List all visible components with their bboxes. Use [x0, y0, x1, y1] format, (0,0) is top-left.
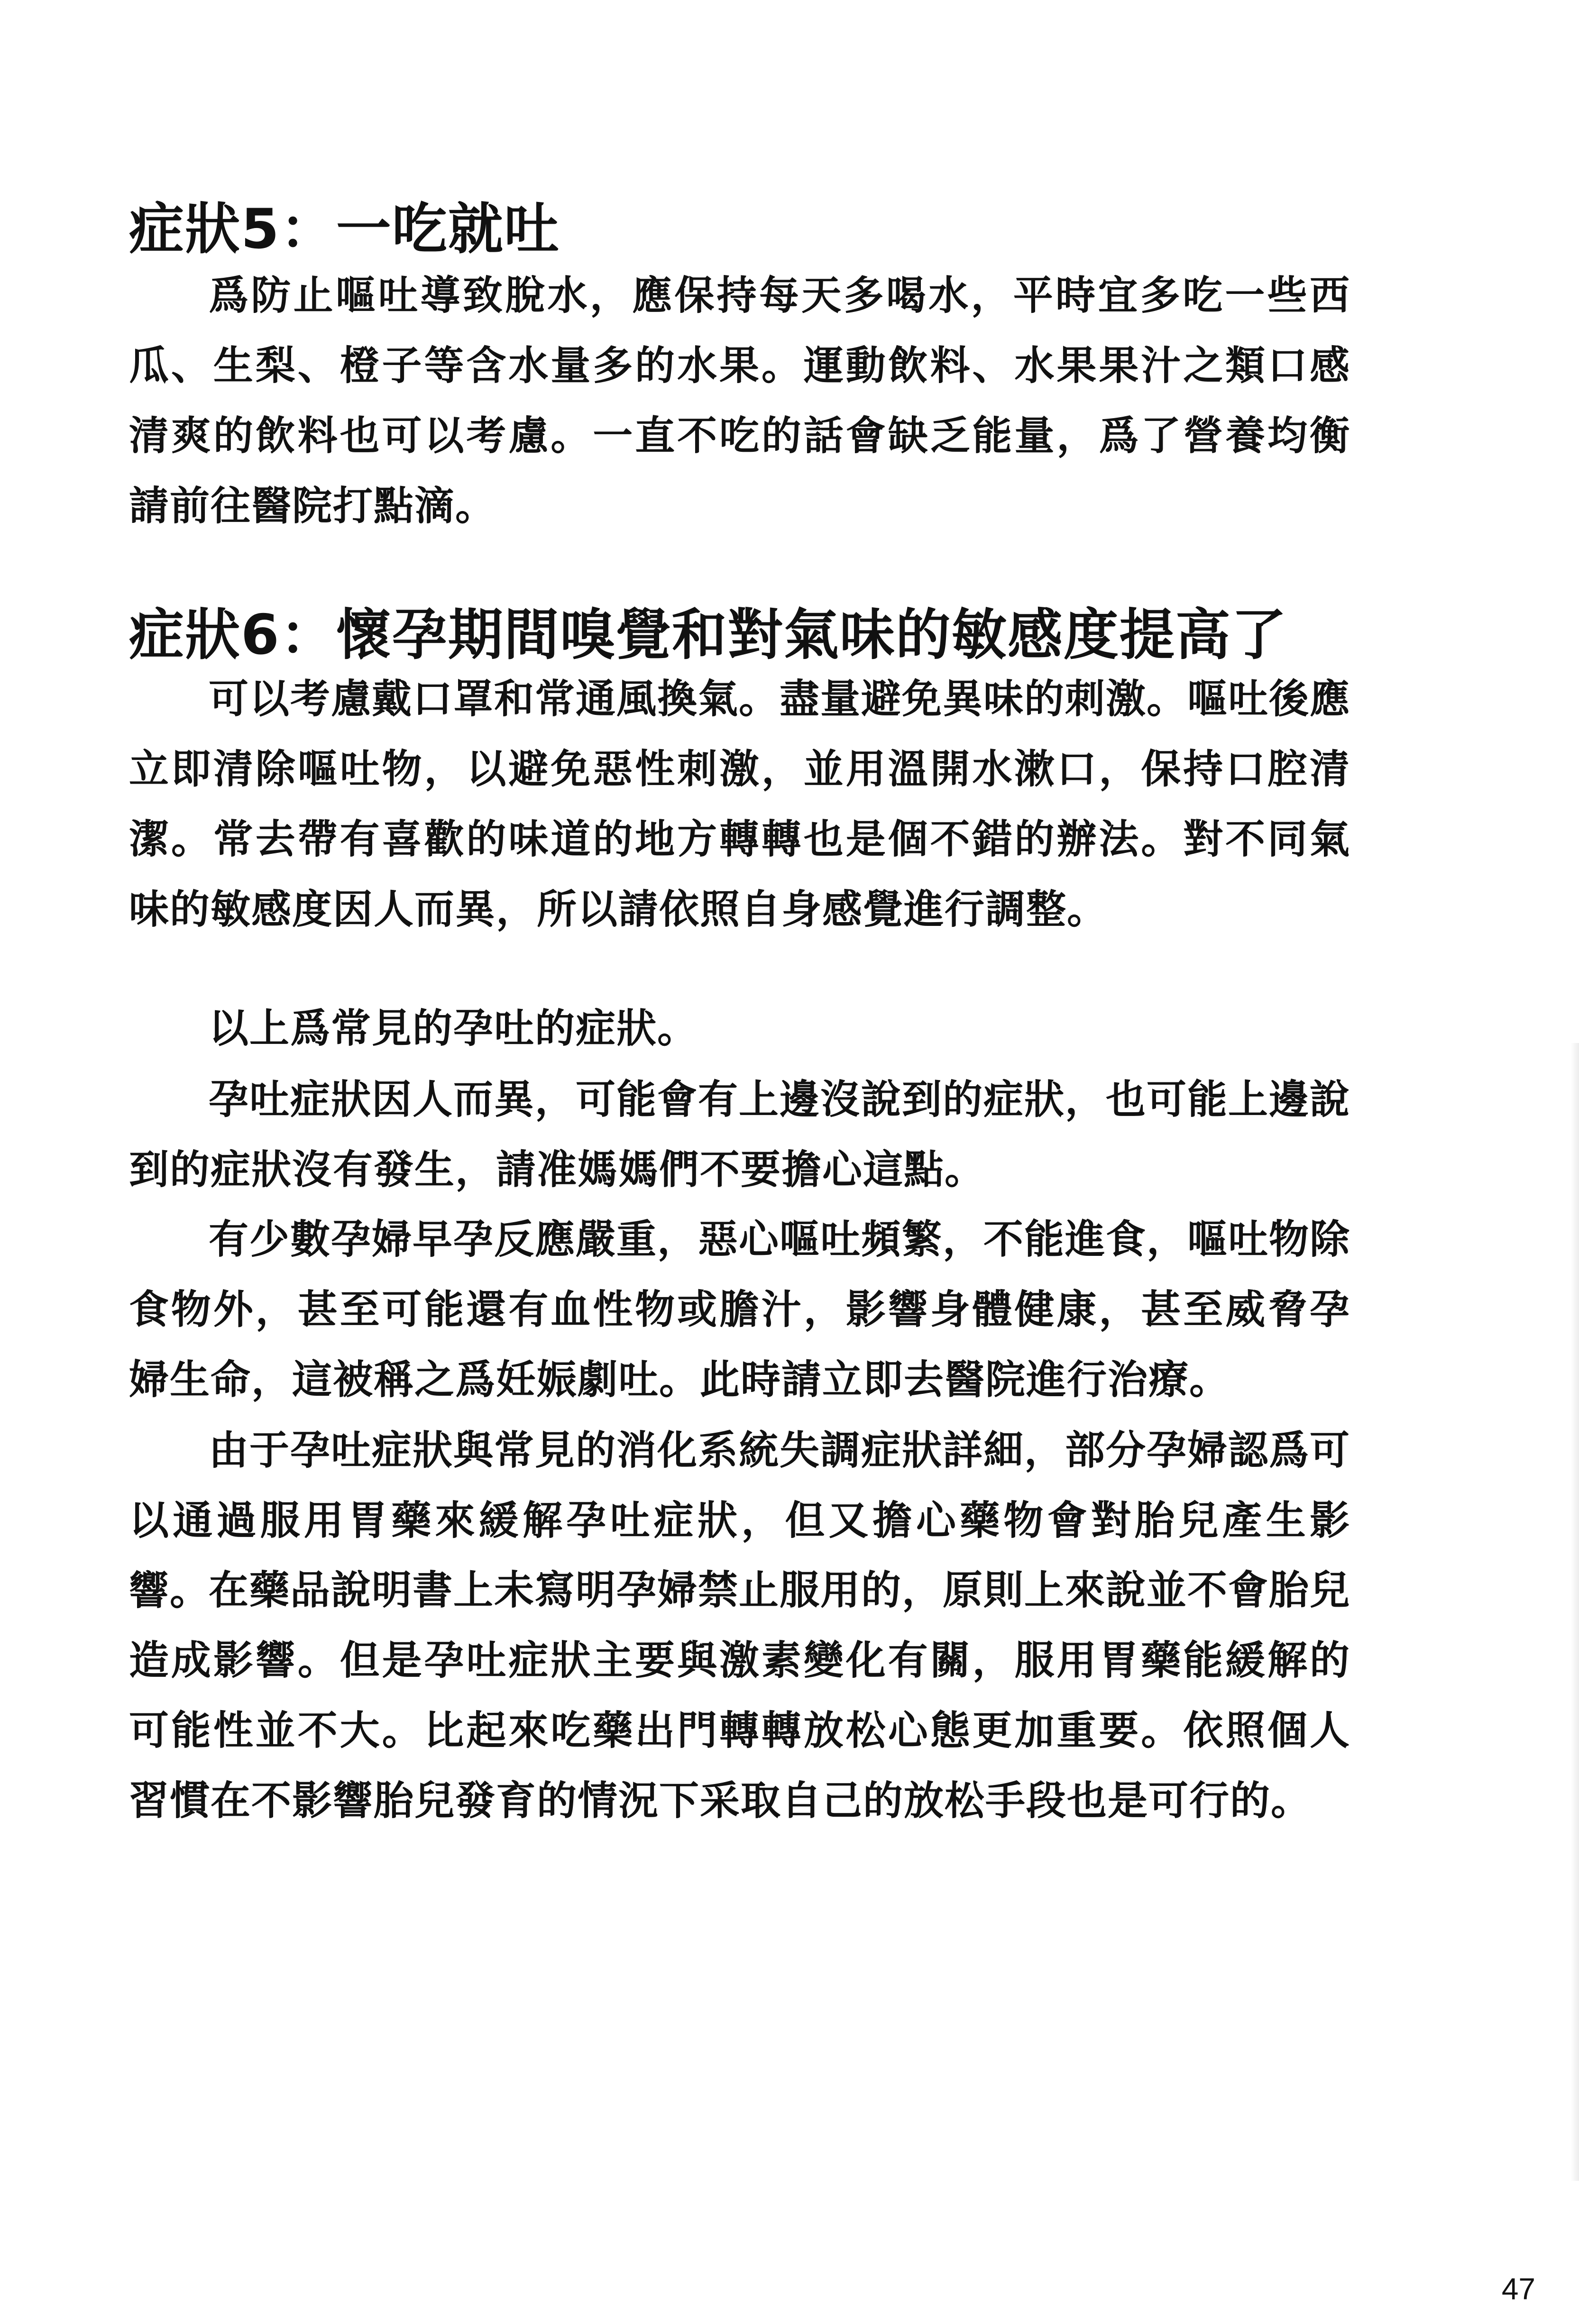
summary-paragraph-1: 以上爲常見的孕吐的症狀。 [209, 1005, 698, 1052]
summary-paragraph-2: 孕吐症狀因人而異，可能會有上邊沒說到的症狀，也可能上邊說到的症狀沒有發生，請准媽媽們不要擔心這點。 [129, 1076, 1351, 1193]
page-edge-shadow [1570, 1043, 1579, 2181]
summary-paragraph-5: 在藥品說明書上未寫明孕婦禁止服用的，原則上來說並不會胎兒造成影響。但是孕吐症狀主要與激素變化有關，服用胃藥能緩解的可能性並不大。比起來吃藥出門轉轉放松心態更加重要。依照個人習慣在不影響胎兒發育的情況下采取自己的放松手段也是可行的。 [129, 1567, 1351, 1824]
section-5-heading: 症狀5：一吃就吐 [129, 197, 560, 261]
section-5-body: 爲防止嘔吐導致脫水，應保持每天多喝水，平時宜多吃一些西瓜、生梨、橙子等含水量多的水果。運動飲料、水果果汁之類口感清爽的飲料也可以考慮。一直不吃的話會缺乏能量，爲了營養均衡請前往醫院打點滴。 [129, 272, 1350, 529]
section-6-heading: 症狀6：懷孕期間嗅覺和對氣味的敏感度提高了 [129, 603, 1287, 667]
summary-paragraph-3: 有少數孕婦早孕反應嚴重，惡心嘔吐頻繁，不能進食，嘔吐物除食物外，甚至可能還有血性物或膽汁，影響身體健康，甚至威脅孕婦生命，這被稱之爲妊娠劇吐。此時請立即去醫院進行治療。 [129, 1216, 1351, 1403]
summary-paragraph-4: 由于孕吐症狀與常見的消化系統失調症狀詳細，部分孕婦認爲可以通過服用胃藥來緩解孕吐症狀，但又擔心藥物會對胎兒產生影響。 [129, 1427, 1351, 1614]
page-number: 47 [1501, 2272, 1535, 2306]
section-6-body: 可以考慮戴口罩和常通風換氣。盡量避免異味的刺激。嘔吐後應立即清除嘔吐物，以避免惡性刺激，並用溫開水漱口，保持口腔清潔。常去帶有喜歡的味道的地方轉轉也是個不錯的辦法。對不同氣味的敏感度因人而異，所以請依照自身感覺進行調整。 [129, 676, 1351, 933]
